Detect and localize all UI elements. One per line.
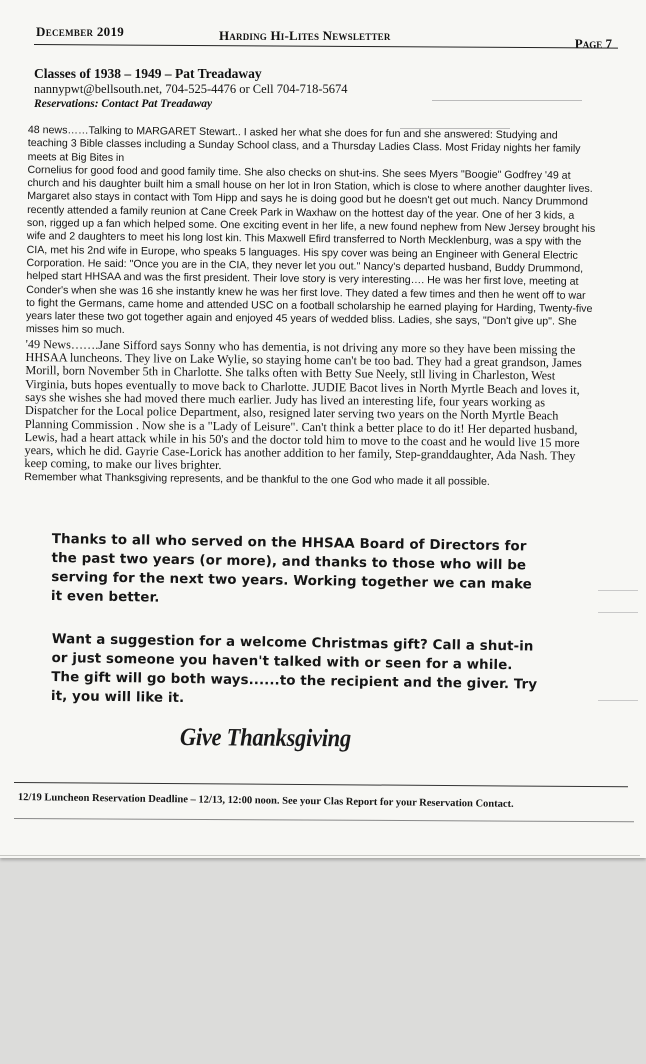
issue-date: December 2019 (36, 24, 125, 39)
newsletter-title: Harding Hi-Lites Newsletter (219, 28, 391, 43)
thanksgiving-reminder: Remember what Thanksgiving represents, and be thankful to the one God who made it all possible. (24, 470, 490, 488)
page-number: Page 7 (574, 36, 612, 51)
bleed-through-line (432, 100, 582, 101)
page-header (36, 22, 616, 51)
class-section-heading (34, 66, 434, 111)
gift-suggestion-note: Want a suggestion for a welcome Christmas gift? Call a shut-in or just someone you haven't talked with or seen for a while. The gift will go both ways......to the recipient and the giver. Try it, you will like it. (50, 631, 538, 707)
bleed-through-line (598, 590, 638, 591)
bleed-through-line (598, 700, 638, 701)
class-reservations: Reservations: Contact Pat Treadaway (34, 98, 213, 110)
give-thanksgiving-heading: Give Thanksgiving (179, 724, 352, 753)
footer-bottom-rule (14, 818, 634, 822)
footer-divider (14, 782, 628, 787)
paper-edge (0, 845, 640, 856)
news-49-paragraph: '49 News…….Jane Sifford says Sonny who has dementia, is not driving any more so they have been missing the HHSAA luncheons. They live on Lake Wylie, so staying home can't be too bad. They had a great grandson, James Morill, born November 5th in Charlotte. She talks often with Betty Sue Neely, stll living in Charleston, West Virginia, buts hopes eventually to move back to Charlotte. JUDIE Bacot lives in North Myrtle Beach and loves it, says she wishes she had moved there much earlier. Judy has lived an interesting life, four years working as Dispatcher for the Local police Department, also, resigned later serving two years on the North Myrtle Beach Planning Commission . Now she is a "Lady of Leisure". Can't think a better place to do it! Her departed husband, Lewis, had a heart attack while in his 50's and the doctor told him to move to the coast and he would live 15 more years, which he did. Gayrie Case-Lorick has another addition to her family, Step-granddaughter, Ada Nash. They keep coming, to make our lives brighter. (24, 336, 582, 473)
news-48-paragraph: 48 news……Talking to MARGARET Stewart.. I asked her what she does for fun and she answered: Studying and teaching 3 Bible classes including a Sunday School class, and a Thursday Ladies Class. Most Friday nights her family meets at Big Bites in (27, 124, 581, 164)
bleed-through-line (598, 612, 638, 613)
class-news-body (24, 124, 598, 490)
class-contact: nannypwt@bellsouth.net, 704-525-4476 or Cell 704-718-5674 (34, 82, 348, 96)
reservation-deadline-footer: 12/19 Luncheon Reservation Deadline – 12/13, 12:00 noon. See your Clas Report for your Reservation Contact. (17, 792, 514, 810)
news-48-continued: Cornelius for good food and good family time. She also checks on shut-ins. She sees Myers "Boogie" Godfrey '49 at church and his daughter built him a small house on her lot in Iron Station, which is close to where another daughter lives. Margaret also stays in contact with Tom Hipp and says he is doing good but he doesn't get out much. Nancy Drummond recently attended a family reunion at Cane Creek Park in Waxhaw on the hottest day of the year. One of her 3 kids, a son, rigged up a fan which helped some. One exciting event in her life, a new found nephew from New Jersey brought his wife and 2 daughters to meet his long lost kin. This Maxwell Efird transferred to North Mecklenburg, was a spy with the CIA, met his 2nd wife in Europe, who speaks 5 languages. His spy cover was being an Engineer with General Electric Corporation. He said: "Once you are in the CIA, they never let you out." Nancy's departed husband, Buddy Drummond, helped start HHSAA and was the first president. Their love story is very interesting…. He was her first love, meeting at Conder's when she was 16 she instantly knew he was her first love. They dated a few times and then he went off to war to fight the Germans, came home and attended USC on a football scholarship he earned playing for Harding, Twenty-five years later these two got together again and enjoyed 45 years of wedded bliss. Ladies, she says, "Don't give up". She misses him so much. (25, 163, 596, 337)
class-title: Classes of 1938 – 1949 – Pat Treadaway (34, 66, 262, 81)
board-thanks-note: Thanks to all who served on the HHSAA Board of Directors for the past two years (or more), and thanks to those who will be serving for the next two years. Working together we can make it even better. (50, 531, 532, 606)
header-divider (34, 44, 618, 49)
